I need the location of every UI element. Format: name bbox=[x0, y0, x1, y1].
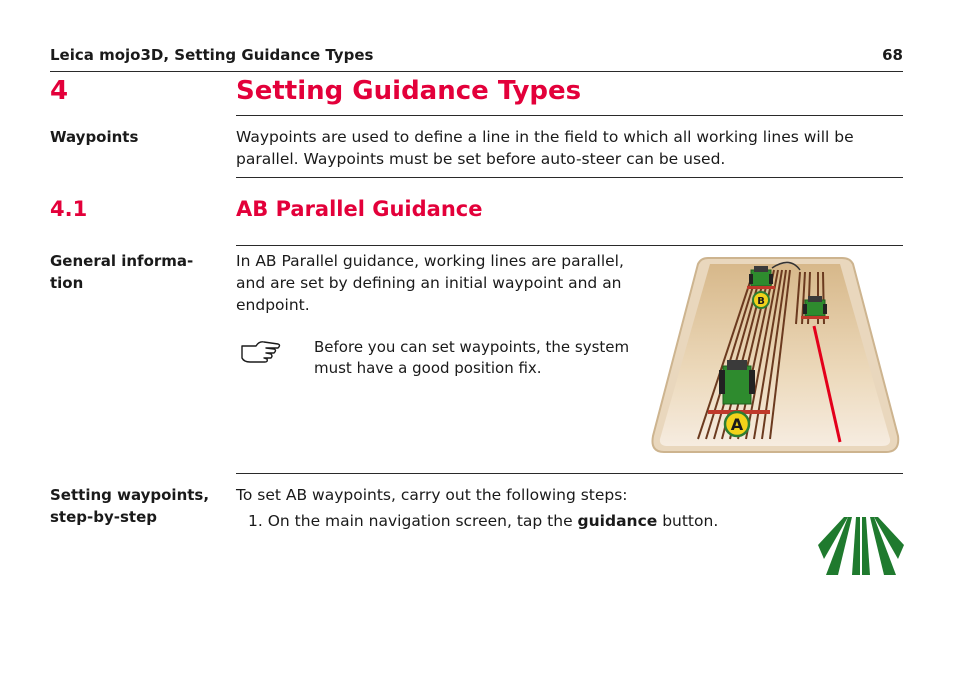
chapter-rule bbox=[236, 115, 903, 116]
general-info-text: In AB Parallel guidance, working lines are parallel, and are set by defining an initial waypoint and an endpoint. bbox=[236, 252, 624, 314]
header-title: Leica mojo3D, Setting Guidance Types bbox=[50, 46, 374, 64]
section-title: AB Parallel Guidance bbox=[236, 197, 483, 221]
page-number: 68 bbox=[882, 46, 903, 64]
guidance-icon bbox=[818, 515, 904, 579]
general-info-label: General informa-tion bbox=[50, 252, 194, 292]
steps-rule bbox=[236, 473, 903, 474]
step-1-prefix: 1. On the main navigation screen, tap the bbox=[248, 512, 578, 530]
steps-intro: To set AB waypoints, carry out the following steps: bbox=[236, 486, 628, 504]
waypoint-a-label: A bbox=[730, 415, 744, 434]
step-1-suffix: button. bbox=[657, 512, 719, 530]
waypoints-rule bbox=[236, 177, 903, 178]
pointing-hand-icon bbox=[240, 338, 284, 368]
waypoints-text: Waypoints are used to define a line in the field to which all working lines will be parallel. Waypoints must be set before auto-steer can be used. bbox=[236, 128, 854, 168]
waypoints-label: Waypoints bbox=[50, 128, 139, 146]
header-rule bbox=[50, 71, 903, 72]
section-rule bbox=[236, 245, 903, 246]
chapter-title: Setting Guidance Types bbox=[236, 76, 582, 106]
ab-guidance-figure bbox=[650, 254, 902, 460]
section-number: 4.1 bbox=[50, 197, 88, 221]
step-1 bbox=[248, 510, 718, 532]
waypoint-b-label: B bbox=[757, 296, 765, 307]
note-text: Before you can set waypoints, the system must have a good position fix. bbox=[314, 338, 630, 377]
chapter-number: 4 bbox=[50, 76, 69, 106]
step-1-bold: guidance bbox=[577, 512, 658, 530]
setting-waypoints-label: Setting waypoints, step-by-step bbox=[50, 486, 210, 526]
